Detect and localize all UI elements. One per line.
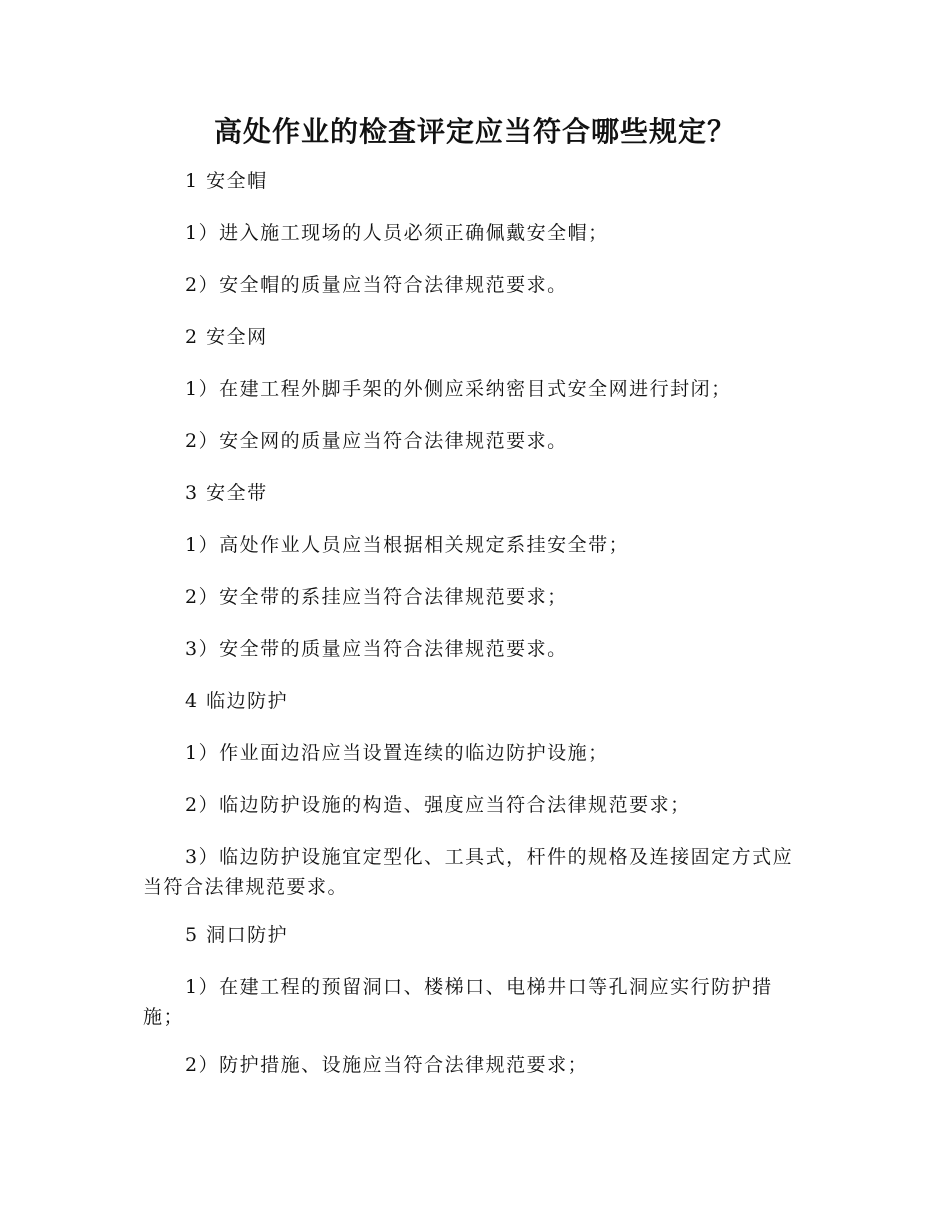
document-body xyxy=(143,166,807,1102)
list-item: 3）安全带的质量应当符合法律规范要求。 xyxy=(185,638,568,660)
section-heading-safety-helmet: 1 安全帽 xyxy=(185,170,268,192)
section-heading-safety-belt: 3 安全带 xyxy=(185,482,268,504)
list-item: 2）防护措施、设施应当符合法律规范要求； xyxy=(185,1054,589,1076)
document-title: 高处作业的检查评定应当符合哪些规定？ xyxy=(213,115,736,148)
list-item: 1）在建工程外脚手架的外侧应采纳密目式安全网进行封闭； xyxy=(185,378,732,400)
list-item: 1）高处作业人员应当根据相关规定系挂安全带； xyxy=(185,534,630,556)
section-heading-opening-protection: 5 洞口防护 xyxy=(185,924,289,946)
section-heading-safety-net: 2 安全网 xyxy=(185,326,268,348)
section-heading-edge-protection: 4 临边防护 xyxy=(185,690,289,712)
list-item: 2）安全帽的质量应当符合法律规范要求。 xyxy=(185,274,568,296)
list-item: 2）安全网的质量应当符合法律规范要求。 xyxy=(185,430,568,452)
list-item: 1）进入施工现场的人员必须正确佩戴安全帽； xyxy=(185,222,609,244)
list-item: 3）临边防护设施宜定型化、工具式，杆件的规格及连接固定方式应当符合法律规范要求。 xyxy=(143,846,794,898)
list-item: 2）安全带的系挂应当符合法律规范要求； xyxy=(185,586,568,608)
list-item: 2）临边防护设施的构造、强度应当符合法律规范要求； xyxy=(185,794,691,816)
list-item: 1）在建工程的预留洞口、楼梯口、电梯井口等孔洞应实行防护措施； xyxy=(143,976,773,1028)
list-item: 1）作业面边沿应当设置连续的临边防护设施； xyxy=(185,742,609,764)
